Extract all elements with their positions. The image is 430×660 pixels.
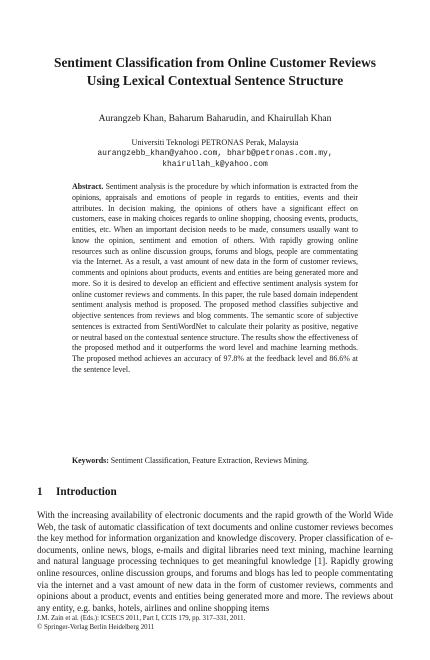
footer-citation: J.M. Zain et al. (Eds.): ICSECS 2011, Part I, CCIS 179, pp. 317–331, 2011. xyxy=(37,615,246,622)
section-title: Introduction xyxy=(56,486,117,498)
abstract xyxy=(72,182,358,376)
title-line-1: Sentiment Classification from Online Customer Reviews xyxy=(54,55,376,70)
email-line-1: aurangzebb_khan@yahoo.com, bharb@petronas.com.my, xyxy=(97,148,333,158)
abstract-text: Sentiment analysis is the procedure by which information is extracted from the opinions, appraisals and emotions of people in regards to entities, events and their attributes. In decision making, the opinions of others have a significant effect on customers, ease in making choices regards to online shopping, choosing events, products, entities, etc. When an important decision needs to be made, consumers usually want to know the opinion, sentiment and emotion of others. With rapidly growing online resources such as online discussion groups, forums and blogs, people are commentating via the Internet. As a result, a vast amount of new data in the form of customer reviews, comments and opinions about products, events and entities are being generated more and more. So it is desired to develop an efficient and effective sentiment analysis system for online customer reviews and comments. In this paper, the rule based domain independent sentiment analysis method is proposed. The proposed method classifies subjective and objective sentences from reviews and blog comments. The semantic score of subjective sentences is extracted from SentiWordNet to calculate their polarity as positive, negative or neutral based on the contextual sentence structure. The results show the effectiveness of the proposed method and it outperforms the word level and machine learning methods. The proposed method achieves an accuracy of 97.8% at the feedback level and 86.6% at the sentence level. xyxy=(72,182,358,374)
keywords xyxy=(72,456,358,467)
footer-copyright: © Springer-Verlag Berlin Heidelberg 2011 xyxy=(37,623,155,631)
affiliation: Universiti Teknologi PETRONAS Perak, Malaysia xyxy=(131,138,299,147)
author-list: Aurangzeb Khan, Baharum Baharudin, and Khairullah Khan xyxy=(98,113,332,124)
citation-footer xyxy=(37,615,245,633)
abstract-label: Abstract. xyxy=(72,182,106,191)
title-line-2: Using Lexical Contextual Sentence Structure xyxy=(86,72,344,88)
section-number: 1 xyxy=(37,486,43,498)
section-body-text: With the increasing availability of electronic documents and the rapid growth of the World Wide Web, the task of automatic classification of text documents and online customer reviews becomes the key method for information organization and knowledge discovery. Proper classification of e-documents, online news, blogs, e-mails and digital libraries need text mining, machine learning and natural language processing techniques to get meaningful knowledge [1]. Rapidly growing online resources, online discussion groups, and forums and blogs has led to people commentating via the internet and a vast amount of new data in the form of customer reviews, comments and opinions about a product, events and entities being generated more and more. The reviews about any entity, e.g. banks, hotels, airlines and online shopping items xyxy=(37,510,393,613)
email-line-2: khairullah_k@yahoo.com xyxy=(162,159,268,169)
section-heading xyxy=(37,485,117,499)
keywords-text: Sentiment Classification, Feature Extraction, Reviews Mining. xyxy=(110,456,309,465)
paper-title xyxy=(20,54,410,89)
affiliation-block xyxy=(20,138,410,170)
keywords-label: Keywords: xyxy=(72,456,111,465)
